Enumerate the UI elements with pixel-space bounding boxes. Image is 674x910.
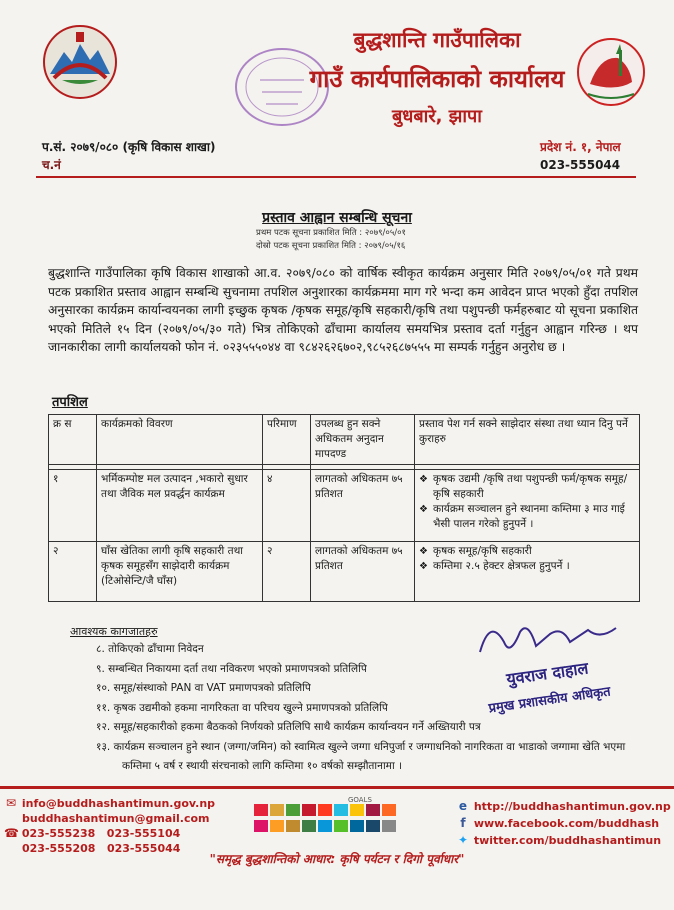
- footer-phone: 023-555208: [22, 841, 96, 855]
- notice-title: प्रस्ताव आह्वान सम्बन्धि सूचना: [262, 210, 412, 226]
- contact-block: [540, 138, 621, 174]
- signatory-role: प्रमुख प्रशासकीय अधिकृत: [487, 684, 612, 717]
- footer-divider: [0, 786, 674, 789]
- details-section-title: तपशिल: [52, 395, 88, 410]
- footer-website[interactable]: http://buddhashantimun.gov.np: [473, 800, 671, 813]
- row-serial: १: [49, 470, 97, 542]
- row-serial: २: [49, 542, 97, 602]
- footer-phone: 023-555044: [106, 841, 181, 855]
- table-header: प्रस्ताव पेश गर्न सक्ने साझेदार संस्था तथा ध्यान दिनु पर्ने कुराहरु: [415, 415, 640, 465]
- table-header: कार्यक्रमको विवरण: [97, 415, 263, 465]
- table-row: [49, 470, 640, 542]
- row-grant: लागतको अधिकतम ७५ प्रतिशत: [311, 542, 415, 602]
- table-header: क्र स: [49, 415, 97, 465]
- footer-phone: 023-555104: [106, 827, 181, 840]
- list-item: १३. कार्यक्रम सञ्चालन हुने स्थान (जग्गा/जमिन) को स्वामित्व खुल्ने जग्गा धनिपुर्जा र जग्गाधनिको नागरिकता वा भाडाको जग्गामा खेति भएमा कम्तिमा ५ वर्ष र स्थायी संरचनाको लागि कम्तिमा १० वर्षको सम्झौतानामा ।: [96, 740, 626, 772]
- list-item: १२. समूह/सहकारीको हकमा बैठकको निर्णयको प्रतिलिपि साथै कार्यक्रम कार्यान्वयन गर्ने अख्तियारी पत्र: [96, 721, 481, 733]
- row-grant: लागतको अधिकतम ७५ प्रतिशत: [311, 470, 415, 542]
- table-header-row: [49, 415, 640, 465]
- row-quantity: २: [263, 542, 311, 602]
- municipality-name: बुद्धशान्ति गाउँपालिका: [353, 28, 521, 52]
- note-item: ❖ कृषक समूह/कृषि सहकारी: [419, 544, 635, 559]
- row-quantity: ४: [263, 470, 311, 542]
- footer-phone: 023-555238: [21, 827, 96, 840]
- header-divider: [36, 176, 636, 178]
- web-icon: e: [458, 799, 468, 813]
- documents-title: आवश्यक कागजातहरु: [70, 625, 158, 638]
- program-table: [48, 414, 640, 602]
- footer-contacts: [4, 796, 215, 856]
- table-row: [49, 542, 640, 602]
- list-item: १०. समूह/संस्थाको PAN वा VAT प्रमाणपत्रको प्रतिलिपि: [96, 682, 311, 694]
- row-notes: [415, 470, 640, 542]
- first-publish-date: प्रथम पटक सूचना प्रकाशित मिति : २०७९/०५/०१: [256, 228, 406, 238]
- sdg-goals-grid-icon: [254, 794, 400, 844]
- sdg-label: GOALS: [348, 796, 372, 804]
- footer-slogan: "समृद्ध बुद्धशान्तिको आधार: कृषि पर्यटन र दिगो पूर्वाधार": [209, 852, 465, 866]
- footer-facebook[interactable]: www.facebook.com/buddhash: [473, 817, 660, 830]
- footer-email[interactable]: info@buddhashantimun.gov.np: [21, 797, 216, 810]
- note-item: ❖ कृषक उद्यमी /कृषि तथा पशुपन्छी फर्म/कृषक समूह/कृषि सहकारी: [419, 472, 635, 502]
- signatory-name: युवराज दाहाल: [505, 658, 590, 689]
- row-description: घाँस खेतिका लागी कृषि सहकारी तथा कृषक समूहसँग साझेदारी कार्यक्रम (टिओसेन्टि/जै घाँस): [97, 542, 263, 602]
- phone-icon: ☎: [4, 826, 19, 840]
- email-icon: ✉: [5, 796, 17, 810]
- reference-block: [42, 138, 215, 174]
- list-item: ९. सम्बन्धित निकायमा दर्ता तथा नविकरण भएको प्रमाणपत्रको प्रतिलिपि: [96, 662, 367, 675]
- office-phone: 023-555044: [540, 158, 621, 172]
- office-location: बुधबारे, झापा: [392, 106, 482, 127]
- footer-online: [456, 798, 671, 849]
- list-item: ११. कृषक उद्यमीको हकमा नागरिकता वा परिचय खुल्ने प्रमाणपत्रको प्रतिलिपि: [96, 701, 388, 714]
- notice-body: बुद्धशान्ति गाउँपालिका कृषि विकास शाखाको आ.व. २०७९/०८० को वार्षिक स्वीकृत कार्यक्रम अनुसार मिति २०७९/०५/०१ गते प्रथम पटक प्रकाशित प्रस्ताव आह्वान सम्बन्धि सुचनामा तपशिल अनुशारका कार्यक्रममा माग गरे भन्दा कम आवेदन प्राप्त भएको हुँदा तपशिल अनुसारका कार्यक्रम कार्यान्वयनका लागी इच्छुक कृषक /कृषक समूह/कृषि सहकारी/कृषि तथा पशुपन्छी फर्महरुबाट यो सूचना प्रकाशित भएको मितिले १५ दिन (२०७९/०५/३० गते) भित्र तोकिएको ढाँचामा कार्यालय समयभित्र प्रस्ताव दर्ता गर्नुहुन आह्वान गरिन्छ । थप जानकारीका लागी कार्यालयको फोन नं. ०२३५५५०४४ वा ९८४२६२६७०२,९८५२६८७५५५ मा सम्पर्क गर्नुहुन अनुरोध छ ।: [48, 266, 638, 354]
- twitter-icon: ✦: [457, 833, 469, 847]
- facebook-icon: f: [460, 816, 466, 830]
- list-item: ८. तोकिएको ढाँचामा निवेदन: [96, 643, 204, 655]
- office-name: गाउँ कार्यपालिकाको कार्यालय: [309, 65, 565, 93]
- note-item: ❖ कम्तिमा २.५ हेक्टर क्षेत्रफल हुनुपर्ने ।: [419, 559, 635, 574]
- note-item: ❖ कार्यक्रम सञ्चालन हुने स्थानमा कम्तिमा ३ माउ गाई भैसी पालन गरेको हुनुपर्ने ।: [419, 502, 635, 532]
- row-notes: [415, 542, 640, 602]
- row-description: भर्मिकम्पोष्ट मल उत्पादन ,भकारो सुधार तथा जैविक मल प्रवर्द्धन कार्यक्रम: [97, 470, 263, 542]
- table-header: परिमाण: [263, 415, 311, 465]
- dispatch-number: च.नं: [42, 158, 61, 172]
- table-header: उपलब्ध हुन सक्ने अधिकतम अनुदान मापदण्ड: [311, 415, 415, 465]
- reference-number: प.सं. २०७९/०८० (कृषि विकास शाखा): [42, 140, 216, 154]
- footer-email-alt[interactable]: buddhashantimun@gmail.com: [22, 811, 210, 825]
- second-publish-date: दोस्रो पटक सूचना प्रकाशित मिति : २०७९/०५/१६: [256, 241, 406, 251]
- province-label: प्रदेश नं. १, नेपाल: [540, 140, 621, 154]
- footer-twitter[interactable]: twitter.com/buddhashantimun: [473, 834, 662, 847]
